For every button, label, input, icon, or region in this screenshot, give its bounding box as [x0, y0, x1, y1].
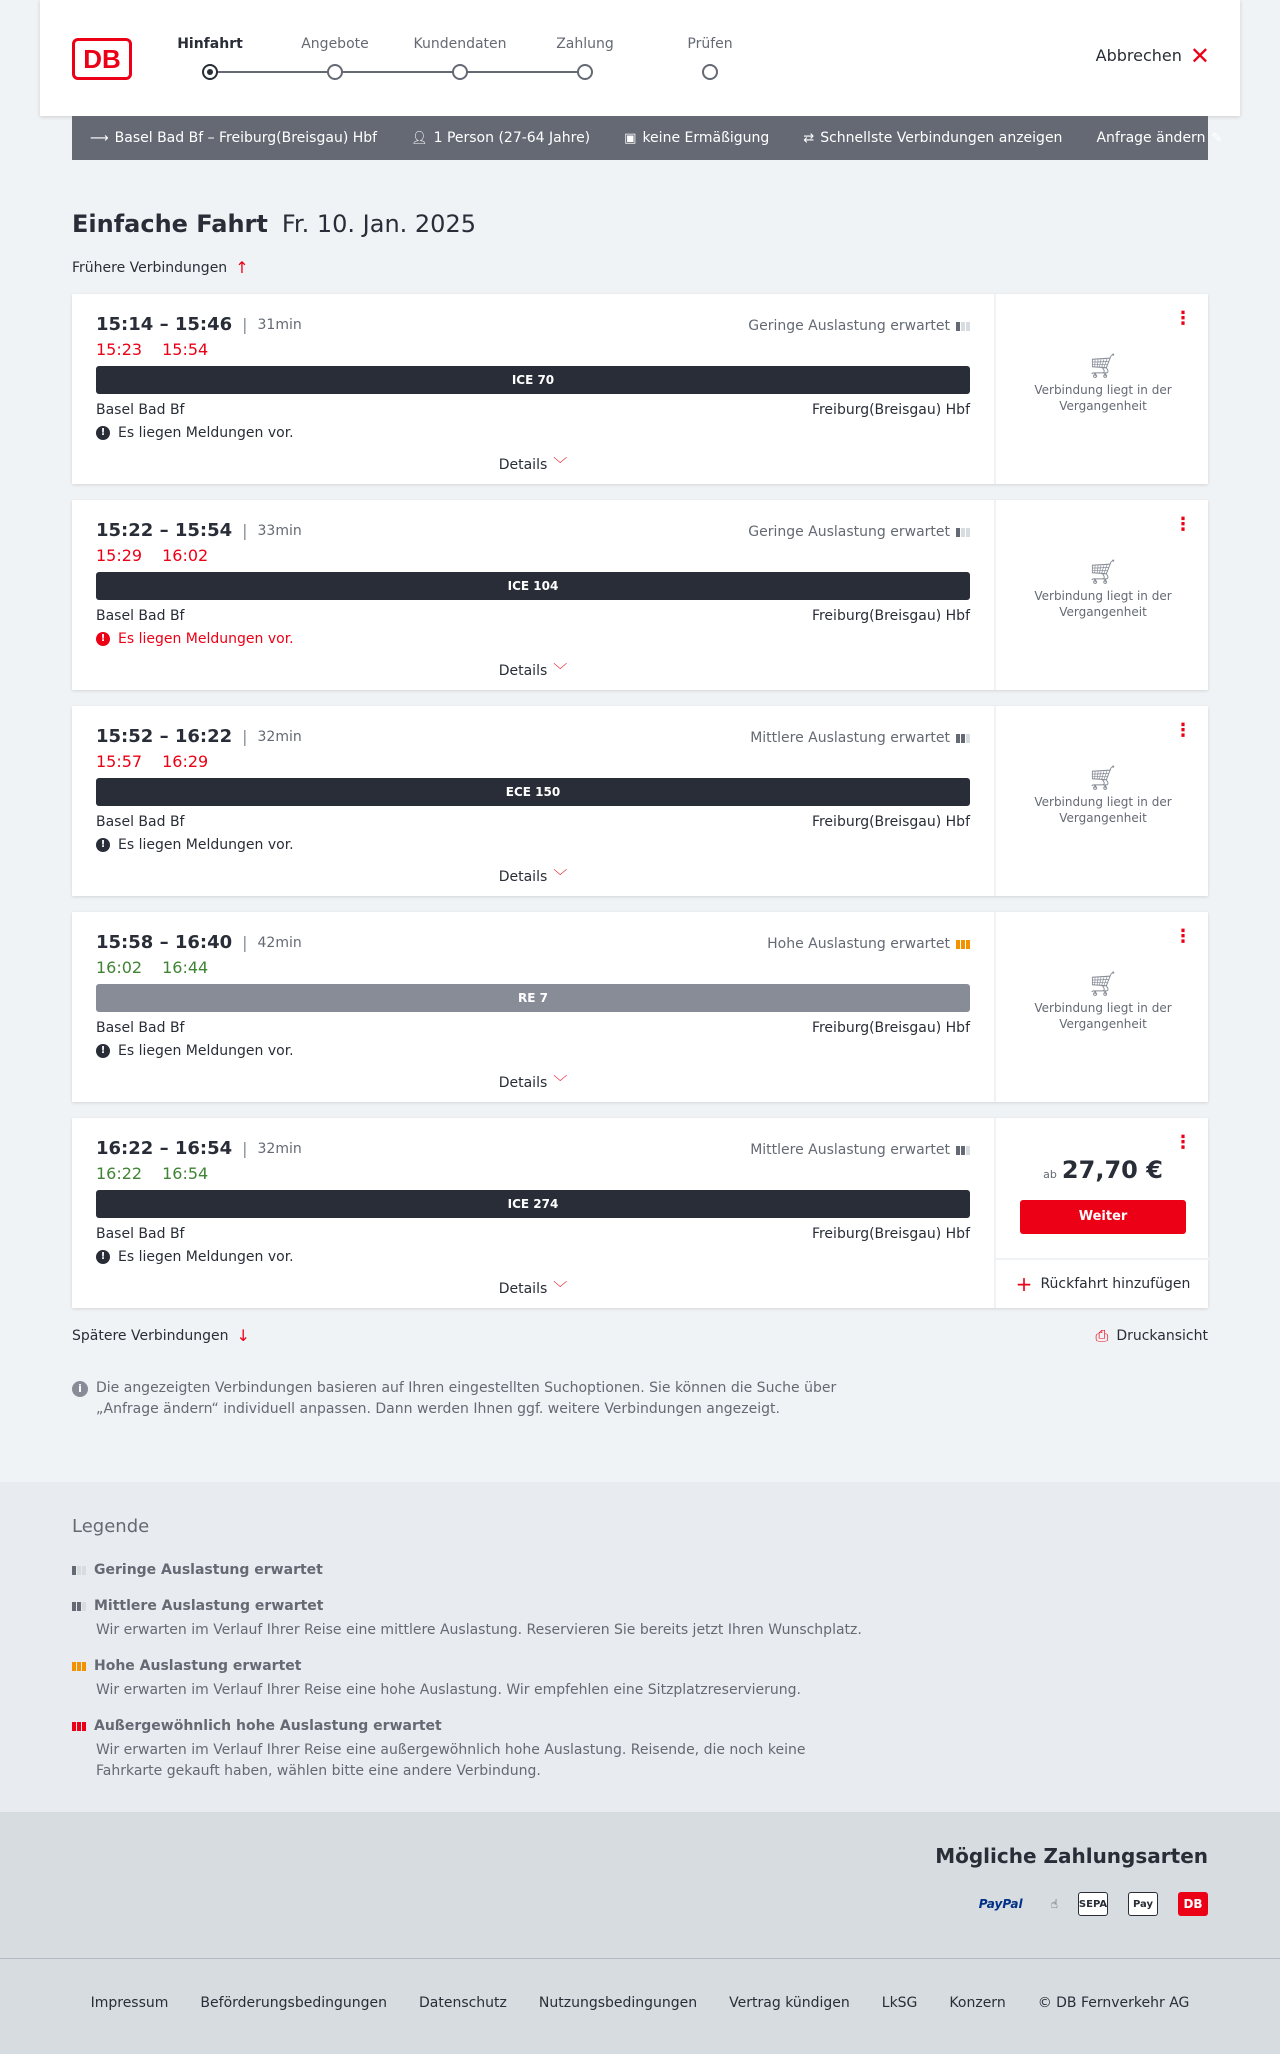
departure-station: Basel Bad Bf — [96, 608, 185, 624]
occupancy-info — [748, 318, 970, 334]
occupancy-low-icon — [956, 528, 970, 537]
alert-icon: ! — [96, 838, 110, 852]
occupancy-info — [748, 524, 970, 540]
legend-item-text: Wir erwarten im Verlauf Ihrer Reise eine außergewöhnlich hohe Auslastung. Reisende, die noch keine Fahrkarte gekauft haben, wählen bitte eine andere Verbindung. — [96, 1742, 806, 1779]
details-toggle[interactable] — [72, 1278, 994, 1298]
payment-methods-title: Mögliche Zahlungsarten — [935, 1844, 1208, 1868]
occupancy-text: Hohe Auslastung erwartet — [767, 936, 950, 952]
footer-link-befoerderungsbedingungen[interactable]: Beförderungsbedingungen — [200, 1995, 387, 2011]
occupancy-high-icon — [72, 1662, 86, 1671]
details-toggle[interactable] — [72, 660, 994, 680]
more-options-icon[interactable]: ⋮ — [1174, 1132, 1192, 1153]
print-view-link[interactable] — [1096, 1326, 1208, 1346]
footer-link-konzern[interactable]: Konzern — [949, 1995, 1006, 2011]
step-dot — [327, 64, 343, 80]
cancel-button[interactable] — [1095, 41, 1210, 70]
departure-station: Basel Bad Bf — [96, 402, 185, 418]
trip-type: Einfache Fahrt — [72, 210, 268, 238]
step-dot — [702, 64, 718, 80]
notice-text: Es liegen Meldungen vor. — [118, 1043, 294, 1059]
search-summary-bar — [72, 116, 1223, 160]
legend-item-very-high — [72, 1718, 872, 1782]
add-return-trip-button[interactable] — [996, 1258, 1210, 1308]
planned-time: 15:14 – 15:46 — [96, 314, 233, 335]
past-text: Verbindung liegt in der Vergangenheit — [1034, 589, 1172, 619]
past-text: Verbindung liegt in der Vergangenheit — [1034, 795, 1172, 825]
train-bar: ICE 104 — [96, 572, 970, 600]
separator: | — [242, 933, 248, 952]
step-dot — [577, 64, 593, 80]
planned-time: 15:58 – 16:40 — [96, 932, 233, 953]
details-label: Details — [498, 457, 548, 473]
legend-item-title: Geringe Auslastung erwartet — [94, 1562, 323, 1578]
connection-main[interactable] — [72, 706, 994, 896]
separator: | — [242, 315, 248, 334]
duration: 31min — [257, 316, 302, 333]
info-icon: i — [72, 1381, 88, 1397]
train-bar: ICE 70 — [96, 366, 970, 394]
info-text: Die angezeigten Verbindungen basieren auf Ihren eingestellten Suchoptionen. Sie können die Suche über „Anfrage ändern“ individuell anpassen. Dann werden Ihnen ggf. weitere Verbindungen angezeigt. — [96, 1380, 837, 1417]
legend-item-title: Hohe Auslastung erwartet — [94, 1658, 302, 1674]
arrival-station: Freiburg(Breisgau) Hbf — [811, 1020, 970, 1036]
legend-item-text: Wir erwarten im Verlauf Ihrer Reise eine hohe Auslastung. Wir empfehlen eine Sitzplatzreservierung. — [96, 1682, 801, 1698]
option-text: Schnellste Verbindungen anzeigen — [820, 130, 1063, 146]
legend-item-high — [72, 1658, 872, 1701]
trip-date: Fr. 10. Jan. 2025 — [281, 210, 476, 238]
occupancy-text: Geringe Auslastung erwartet — [748, 318, 950, 334]
footer-link-impressum[interactable]: Impressum — [90, 1995, 169, 2011]
alert-icon: ! — [96, 1250, 110, 1264]
more-options-icon[interactable]: ⋮ — [1174, 514, 1192, 535]
arrival-station: Freiburg(Breisgau) Hbf — [811, 402, 970, 418]
duration: 42min — [257, 934, 302, 951]
occupancy-low-icon — [956, 322, 970, 331]
more-options-icon[interactable]: ⋮ — [1174, 720, 1192, 741]
step-angebote — [280, 36, 390, 80]
cart-disabled-icon: 🛒︎ — [1087, 764, 1119, 792]
sepa-icon: SEPA — [1078, 1892, 1108, 1916]
departure-station: Basel Bad Bf — [96, 814, 185, 830]
option-summary — [803, 130, 1062, 146]
train-bar: ICE 274 — [96, 1190, 970, 1218]
realtime-arrival: 16:44 — [162, 958, 209, 977]
notice — [96, 425, 294, 441]
notice-text: Es liegen Meldungen vor. — [118, 425, 294, 441]
past-connection-notice — [996, 558, 1210, 620]
chevron-down-icon: ﹀ — [553, 1075, 568, 1091]
step-zahlung — [530, 36, 640, 80]
connection-card — [72, 294, 1208, 484]
realtime-arrival: 16:02 — [162, 546, 209, 565]
past-connection-notice — [996, 970, 1210, 1032]
connection-card — [72, 912, 1208, 1102]
printer-icon: ⎙ — [1095, 1326, 1109, 1345]
separator: | — [242, 521, 248, 540]
details-label: Details — [498, 1075, 548, 1091]
apple-pay-icon: Pay — [1128, 1892, 1158, 1916]
chevron-down-icon: ﹀ — [553, 457, 568, 473]
price-amount: 27,70 € — [1061, 1156, 1163, 1184]
step-hinfahrt — [155, 36, 265, 80]
separator: | — [242, 727, 248, 746]
discount-summary — [624, 130, 769, 146]
occupancy-high-icon — [956, 940, 970, 949]
plus-icon: + — [1015, 1272, 1033, 1296]
occupancy-info — [750, 1142, 970, 1158]
legend-item-medium — [72, 1598, 872, 1641]
page-title — [72, 210, 476, 238]
planned-times — [96, 520, 302, 541]
passenger-text: 1 Person (27-64 Jahre) — [433, 130, 591, 146]
offer-panel — [994, 1118, 1208, 1308]
connection-card — [72, 706, 1208, 896]
train-bar: RE 7 — [96, 984, 970, 1012]
more-options-icon[interactable]: ⋮ — [1174, 308, 1192, 329]
chevron-down-icon: ﹀ — [553, 1281, 568, 1297]
occupancy-text: Mittlere Auslastung erwartet — [750, 1142, 950, 1158]
offer-panel — [994, 294, 1208, 484]
arrival-station: Freiburg(Breisgau) Hbf — [811, 608, 970, 624]
duration: 33min — [257, 522, 302, 539]
planned-times — [96, 1138, 302, 1159]
realtime-departure: 15:23 — [96, 340, 143, 359]
realtime-departure: 15:29 — [96, 546, 143, 565]
db-payment-icon: DB — [1178, 1892, 1208, 1916]
step-dot — [202, 64, 218, 80]
connection-main[interactable] — [72, 294, 994, 484]
realtime-departure: 15:57 — [96, 752, 143, 771]
realtime-arrival: 16:54 — [162, 1164, 209, 1183]
payment-logos — [971, 1892, 1208, 1916]
more-options-icon[interactable]: ⋮ — [1174, 926, 1192, 947]
footer-links — [0, 1995, 1280, 2011]
planned-times — [96, 314, 302, 335]
notice-text: Es liegen Meldungen vor. — [118, 1249, 294, 1265]
occupancy-low-icon — [72, 1566, 86, 1575]
route-text: Basel Bad Bf – Freiburg(Breisgau) Hbf — [114, 130, 378, 146]
past-text: Verbindung liegt in der Vergangenheit — [1034, 383, 1172, 413]
price — [996, 1156, 1210, 1184]
offer-panel — [994, 706, 1208, 896]
realtime-times — [96, 340, 208, 359]
step-label: Zahlung — [556, 36, 614, 52]
connection-card — [72, 1118, 1208, 1308]
past-connection-notice — [996, 764, 1210, 826]
past-text: Verbindung liegt in der Vergangenheit — [1034, 1001, 1172, 1031]
details-label: Details — [498, 663, 548, 679]
duration: 32min — [257, 728, 302, 745]
route-summary — [90, 130, 377, 146]
bahncard-icon: ▣ — [624, 130, 637, 146]
db-logo[interactable]: DB — [72, 38, 132, 80]
offer-panel — [994, 912, 1208, 1102]
change-request-button[interactable] — [1096, 130, 1222, 146]
footer-copyright: © DB Fernverkehr AG — [1037, 1995, 1190, 2011]
earlier-label: Frühere Verbindungen — [72, 259, 228, 276]
details-label: Details — [498, 869, 548, 885]
occupancy-medium-icon — [72, 1602, 86, 1611]
step-label: Angebote — [301, 36, 369, 52]
legend-item-text: Wir erwarten im Verlauf Ihrer Reise eine mittlere Auslastung. Reservieren Sie bereits jetzt Ihren Wunschplatz. — [96, 1622, 862, 1638]
realtime-departure: 16:22 — [96, 1164, 143, 1183]
connection-card — [72, 500, 1208, 690]
step-label: Prüfen — [687, 36, 733, 52]
details-toggle[interactable] — [72, 866, 994, 886]
person-icon: 👤︎ — [411, 130, 428, 146]
footer — [0, 1958, 1280, 2054]
add-return-label: Rückfahrt hinzufügen — [1040, 1276, 1191, 1292]
cancel-label: Abbrechen — [1095, 46, 1182, 65]
legend-item-title: Mittlere Auslastung erwartet — [94, 1598, 324, 1614]
legend-title: Legende — [72, 1516, 150, 1537]
footer-link-nutzungsbedingungen[interactable]: Nutzungsbedingungen — [538, 1995, 698, 2011]
chevron-down-icon: ﹀ — [553, 663, 568, 679]
cart-disabled-icon: 🛒︎ — [1087, 558, 1119, 586]
step-kundendaten — [405, 36, 515, 80]
departure-station: Basel Bad Bf — [96, 1020, 185, 1036]
offer-panel — [994, 500, 1208, 690]
alert-icon: ! — [96, 632, 110, 646]
planned-time: 16:22 – 16:54 — [96, 1138, 233, 1159]
notice-text: Es liegen Meldungen vor. — [118, 837, 294, 853]
legend-section — [0, 1482, 1280, 1812]
details-toggle[interactable] — [72, 1072, 994, 1092]
payment-methods-section — [0, 1812, 1280, 1958]
train-bar: ECE 150 — [96, 778, 970, 806]
footer-link-lksg[interactable]: LkSG — [881, 1995, 918, 2011]
passenger-summary — [411, 130, 590, 146]
step-dot — [452, 64, 468, 80]
planned-times — [96, 726, 302, 747]
step-pruefen — [655, 36, 765, 80]
contactless-icon: ☝︎ — [1050, 1897, 1058, 1911]
cart-disabled-icon: 🛒︎ — [1087, 352, 1119, 380]
earlier-connections-link[interactable] — [72, 258, 249, 277]
discount-text: keine Ermäßigung — [642, 130, 770, 146]
occupancy-very-high-icon — [72, 1722, 86, 1731]
occupancy-info — [767, 936, 970, 952]
connection-main[interactable] — [72, 1118, 994, 1308]
duration: 32min — [257, 1140, 302, 1157]
realtime-times — [96, 546, 208, 565]
arrow-down-icon: ↓ — [236, 1326, 250, 1345]
connection-main[interactable] — [72, 912, 994, 1102]
step-label: Kundendaten — [413, 36, 507, 52]
close-icon: ✕ — [1189, 41, 1210, 70]
legend-item-title: Außergewöhnlich hohe Auslastung erwartet — [94, 1718, 442, 1734]
price-prefix: ab — [1043, 1168, 1057, 1181]
filter-icon: ⇄ — [803, 130, 815, 146]
later-connections-link[interactable] — [72, 1326, 250, 1345]
notice — [96, 1249, 294, 1265]
realtime-times — [96, 752, 208, 771]
past-connection-notice — [996, 352, 1210, 414]
footer-link-vertrag-kuendigen[interactable]: Vertrag kündigen — [729, 1995, 850, 2011]
print-label: Druckansicht — [1116, 1328, 1208, 1344]
realtime-times — [96, 958, 208, 977]
occupancy-text: Mittlere Auslastung erwartet — [750, 730, 950, 746]
later-label: Spätere Verbindungen — [72, 1327, 229, 1344]
paypal-icon: PayPal — [978, 1897, 1023, 1911]
pencil-icon: ✎ — [1211, 130, 1223, 146]
alert-icon: ! — [96, 1044, 110, 1058]
progress-steps — [177, 36, 733, 86]
realtime-departure: 16:02 — [96, 958, 143, 977]
notice — [96, 837, 294, 853]
info-note — [72, 1378, 852, 1420]
separator: | — [242, 1139, 248, 1158]
occupancy-info — [750, 730, 970, 746]
departure-station: Basel Bad Bf — [96, 1226, 185, 1242]
notice — [96, 631, 294, 647]
route-arrow-icon: ⟶ — [90, 130, 109, 146]
planned-time: 15:52 – 16:22 — [96, 726, 233, 747]
connection-main[interactable] — [72, 500, 994, 690]
realtime-arrival: 15:54 — [162, 340, 209, 359]
cart-disabled-icon: 🛒︎ — [1087, 970, 1119, 998]
occupancy-medium-icon — [956, 1146, 970, 1155]
occupancy-medium-icon — [956, 734, 970, 743]
legend-item-low — [72, 1562, 872, 1578]
arrow-up-icon: ↑ — [235, 258, 249, 277]
occupancy-text: Geringe Auslastung erwartet — [748, 524, 950, 540]
notice-text: Es liegen Meldungen vor. — [118, 631, 294, 647]
planned-times — [96, 932, 302, 953]
continue-button[interactable]: Weiter — [1020, 1200, 1186, 1234]
step-label: Hinfahrt — [177, 36, 243, 52]
alert-icon: ! — [96, 426, 110, 440]
arrival-station: Freiburg(Breisgau) Hbf — [811, 1226, 970, 1242]
notice — [96, 1043, 294, 1059]
chevron-down-icon: ﹀ — [553, 869, 568, 885]
details-toggle[interactable] — [72, 454, 994, 474]
details-label: Details — [498, 1281, 548, 1297]
planned-time: 15:22 – 15:54 — [96, 520, 233, 541]
realtime-times — [96, 1164, 208, 1183]
change-request-label: Anfrage ändern — [1096, 130, 1206, 146]
header — [40, 0, 1240, 116]
realtime-arrival: 16:29 — [162, 752, 209, 771]
arrival-station: Freiburg(Breisgau) Hbf — [811, 814, 970, 830]
footer-link-datenschutz[interactable]: Datenschutz — [418, 1995, 507, 2011]
